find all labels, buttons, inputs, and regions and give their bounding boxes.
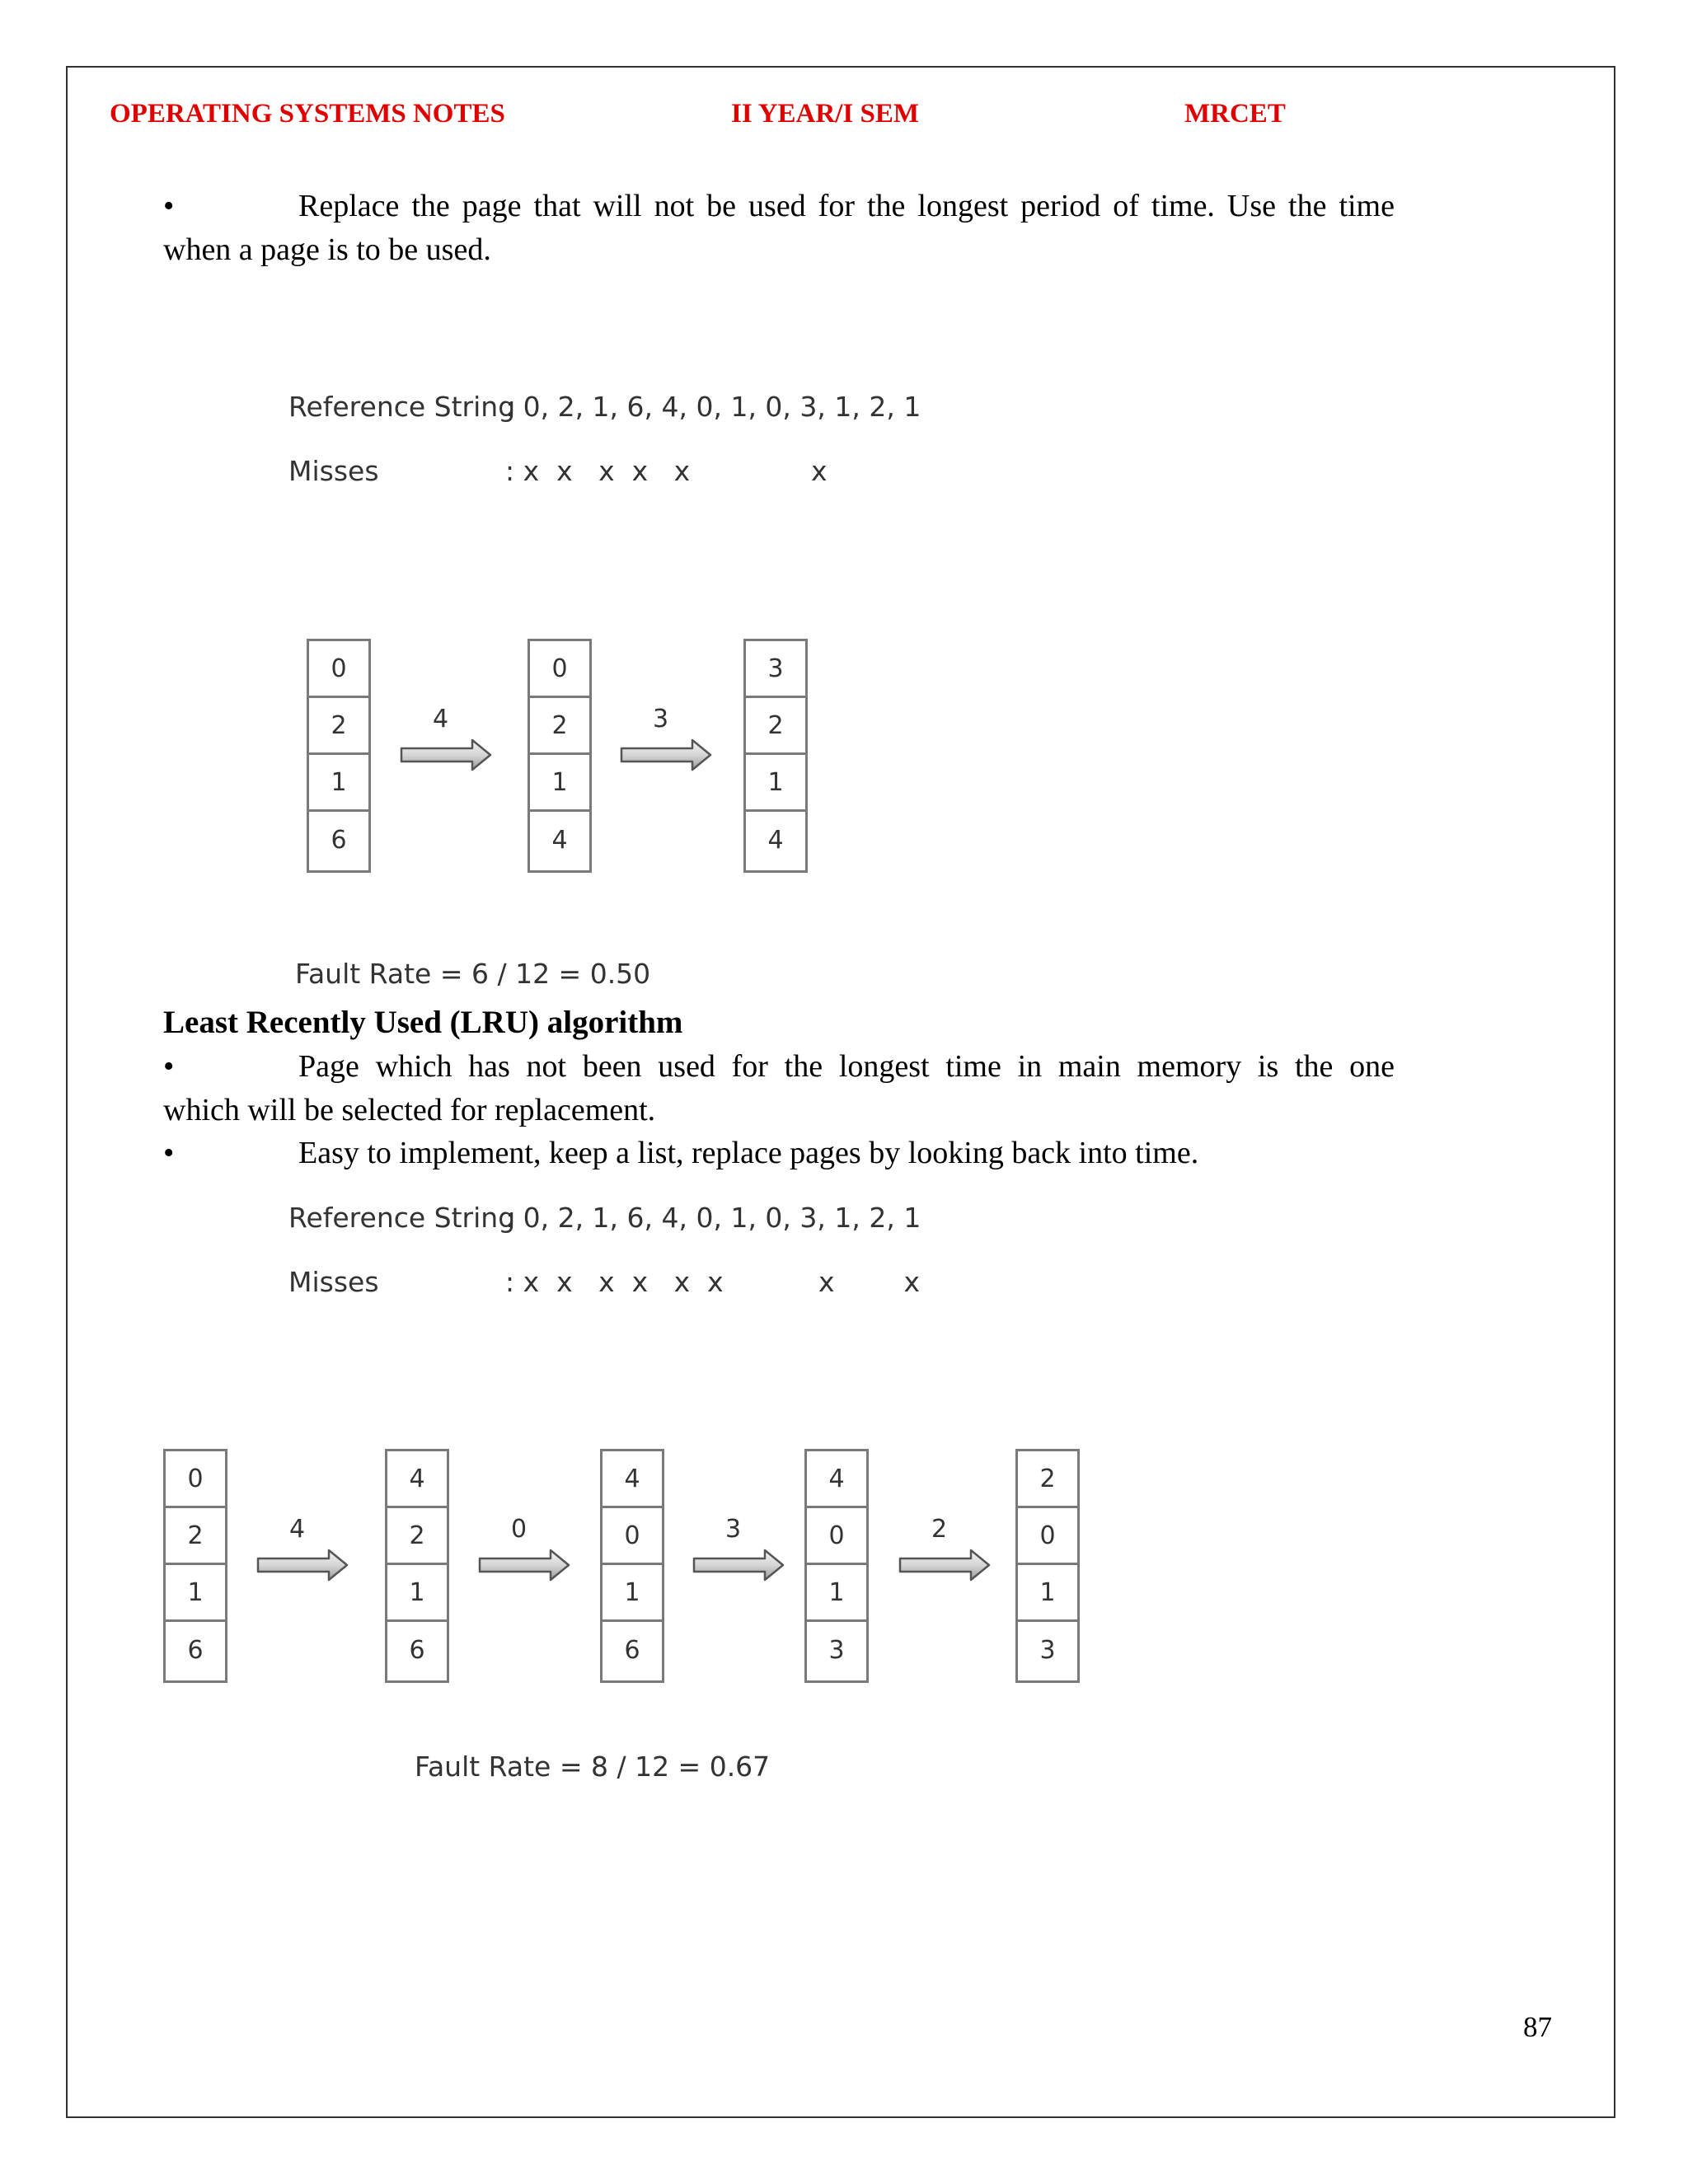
lru-bullet1-paragraph — [163, 1045, 1395, 1132]
right-arrow-icon — [400, 738, 492, 772]
lru-bullet1-line2: which will be selected for replacement. — [163, 1093, 656, 1127]
page-number: 87 — [1523, 2011, 1552, 2043]
optimal-frame-1 — [307, 639, 371, 873]
frame-cell: 0 — [530, 641, 589, 698]
lru-misses-label: Misses — [288, 1266, 379, 1298]
frame-cell: 4 — [387, 1451, 447, 1508]
frame-cell: 0 — [807, 1508, 866, 1565]
lru-reference-label: Reference String — [288, 1202, 516, 1234]
frame-cell: 4 — [551, 826, 568, 855]
frame-cell: 6 — [409, 1636, 425, 1665]
optimal-reference-label: Reference String — [288, 391, 516, 423]
header-year-semester: II YEAR/I SEM — [731, 99, 919, 129]
frame-cell: 6 — [624, 1636, 640, 1665]
frame-cell: 3 — [746, 641, 805, 698]
lru-misses-marks: : x x x x x x x x — [505, 1266, 921, 1298]
lru-frame-4 — [804, 1449, 869, 1683]
optimal-arrow-label: 3 — [653, 705, 669, 733]
frame-cell: 1 — [807, 1565, 866, 1622]
frame-cell: 2 — [746, 698, 805, 755]
header-course-title: OPERATING SYSTEMS NOTES — [110, 99, 505, 129]
frame-cell: 3 — [828, 1636, 845, 1665]
optimal-arrow-label: 4 — [433, 705, 449, 733]
lru-fault-rate: Fault Rate = 8 / 12 = 0.67 — [415, 1750, 771, 1783]
optimal-reference-string: : 0, 2, 1, 6, 4, 0, 1, 0, 3, 1, 2, 1 — [505, 391, 921, 423]
right-arrow-icon — [478, 1548, 570, 1582]
optimal-frame-2 — [528, 639, 592, 873]
frame-cell: 2 — [1018, 1451, 1077, 1508]
lru-frame-5 — [1015, 1449, 1080, 1683]
lru-frame-3 — [600, 1449, 664, 1683]
lru-bullet1-line1: Page which has not been used for the longest time in main memory is the one — [298, 1049, 1395, 1084]
optimal-bullet-paragraph — [163, 185, 1395, 272]
optimal-misses-label: Misses — [288, 455, 379, 487]
lru-frame-1 — [163, 1449, 227, 1683]
frame-cell: 1 — [746, 755, 805, 812]
frame-cell: 1 — [166, 1565, 225, 1622]
bullet-icon: • — [163, 189, 175, 223]
bullet-icon: • — [163, 1136, 175, 1170]
right-arrow-icon — [620, 738, 712, 772]
frame-cell: 1 — [387, 1565, 447, 1622]
lru-reference-string: : 0, 2, 1, 6, 4, 0, 1, 0, 3, 1, 2, 1 — [505, 1202, 921, 1234]
lru-bullet2-paragraph — [163, 1132, 1395, 1175]
frame-cell: 2 — [530, 698, 589, 755]
right-arrow-icon — [256, 1548, 349, 1582]
frame-cell: 4 — [807, 1451, 866, 1508]
frame-cell: 0 — [166, 1451, 225, 1508]
frame-cell: 6 — [187, 1636, 204, 1665]
lru-arrow-label: 0 — [511, 1515, 528, 1544]
optimal-misses-marks: : x x x x x x — [505, 455, 828, 487]
optimal-frame-3 — [743, 639, 808, 873]
frame-cell: 1 — [1018, 1565, 1077, 1622]
optimal-fault-rate: Fault Rate = 6 / 12 = 0.50 — [295, 958, 651, 990]
optimal-bullet-line1: Replace the page that will not be used for the longest period of time. Use the time — [298, 189, 1395, 223]
frame-cell: 2 — [309, 698, 368, 755]
header-institution: MRCET — [1184, 99, 1286, 129]
lru-arrow-label: 3 — [725, 1515, 742, 1544]
lru-frame-2 — [385, 1449, 449, 1683]
frame-cell: 6 — [331, 826, 347, 855]
frame-cell: 0 — [309, 641, 368, 698]
bullet-icon: • — [163, 1049, 175, 1084]
lru-arrow-label: 2 — [931, 1515, 948, 1544]
frame-cell: 1 — [530, 755, 589, 812]
right-arrow-icon — [898, 1548, 991, 1582]
frame-cell: 4 — [603, 1451, 662, 1508]
frame-cell: 2 — [166, 1508, 225, 1565]
frame-cell: 1 — [309, 755, 368, 812]
optimal-bullet-line2: when a page is to be used. — [163, 232, 491, 267]
frame-cell: 2 — [387, 1508, 447, 1565]
frame-cell: 3 — [1039, 1636, 1056, 1665]
frame-cell: 0 — [1018, 1508, 1077, 1565]
frame-cell: 1 — [603, 1565, 662, 1622]
lru-heading: Least Recently Used (LRU) algorithm — [163, 1005, 683, 1040]
lru-arrow-label: 4 — [289, 1515, 306, 1544]
right-arrow-icon — [692, 1548, 785, 1582]
lru-bullet2-text: Easy to implement, keep a list, replace pages by looking back into time. — [298, 1136, 1199, 1170]
frame-cell: 0 — [603, 1508, 662, 1565]
frame-cell: 4 — [767, 826, 784, 855]
